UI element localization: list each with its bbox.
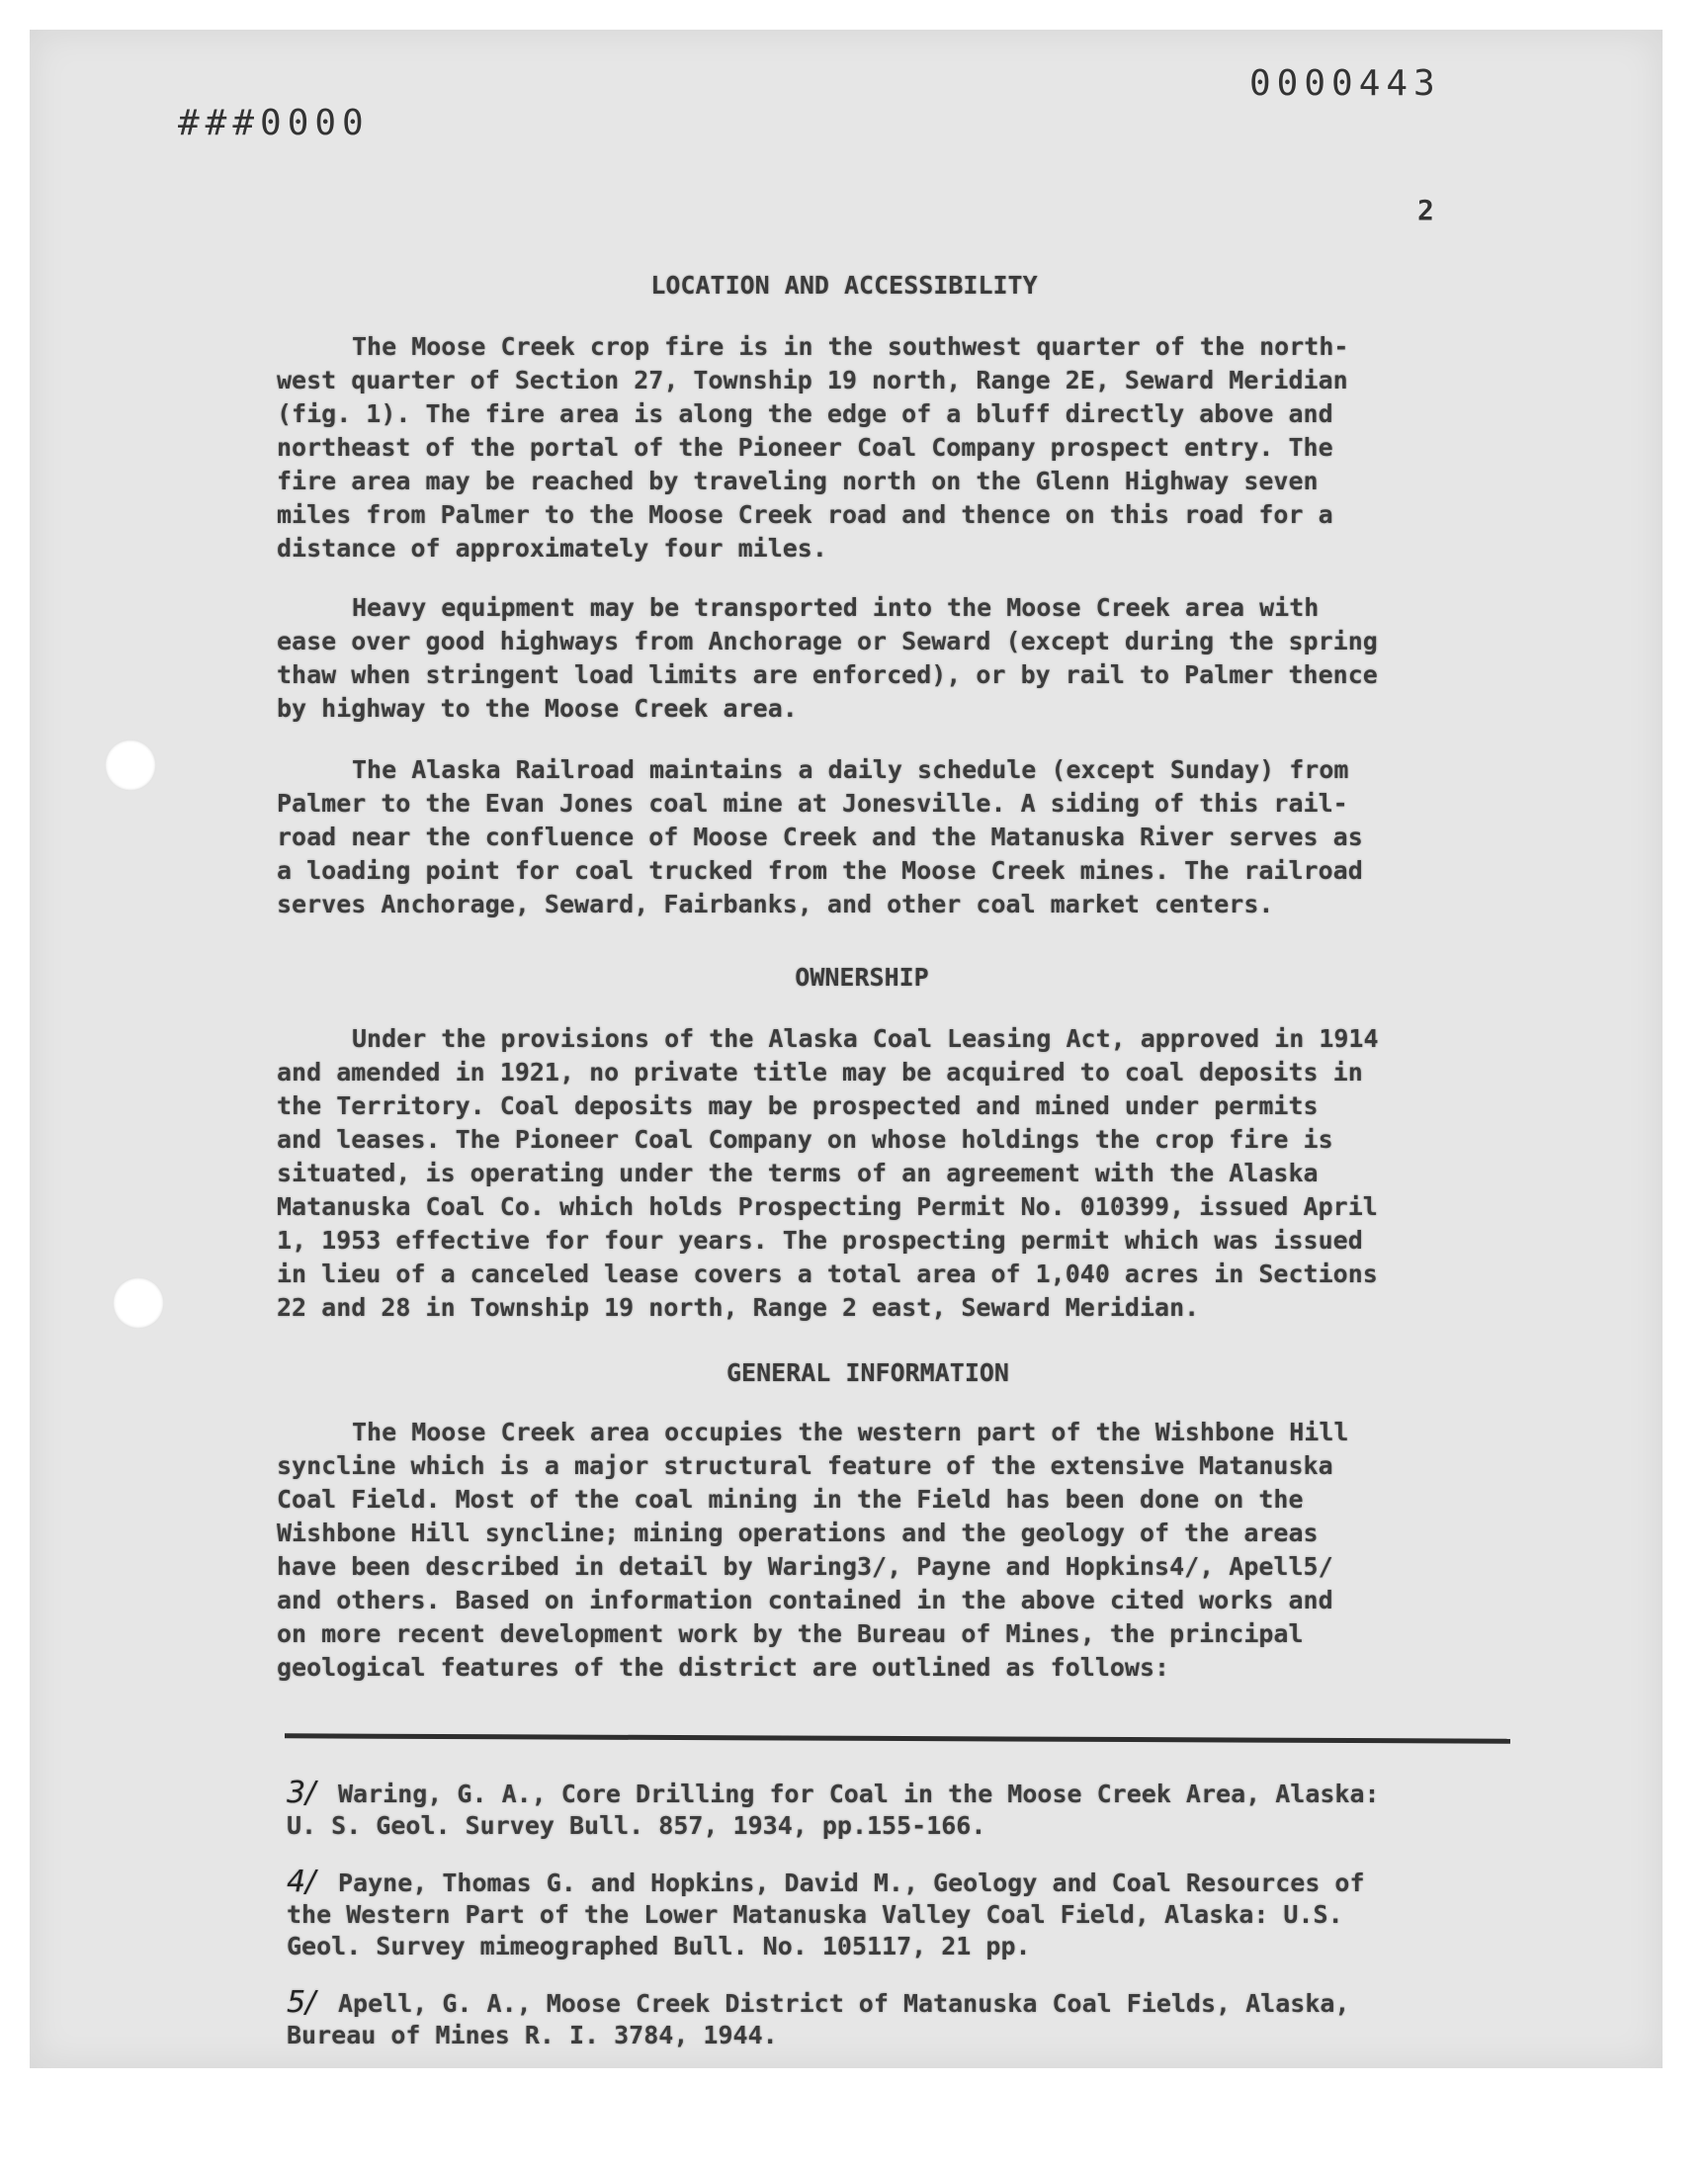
- section-heading-location: LOCATION AND ACCESSIBILITY: [650, 271, 1038, 300]
- footnote-marker: 5/: [287, 1985, 316, 2020]
- paragraph-general-information-1: The Moose Creek area occupies the western part of the Wishbone Hill syncline which is a major structural feature of the extensive Matanuska Coal Field. Most of the coal mining in the Field has been done on the Wishbone Hill syncline; mining operations and the geology of the areas have been described in detail by Waring3/, Payne and Hopkins4/, Apell5/ and others. Based on information contained in the above cited works and on more recent development work by the Bureau of Mines, the principal geological features of the district are outlined as follows:: [277, 1418, 1349, 1682]
- page-number: 2: [1417, 194, 1434, 226]
- paragraph-ownership-1: Under the provisions of the Alaska Coal Leasing Act, approved in 1914 and amended in 1921, no private title may be acquired to coal deposits in the Territory. Coal deposits may be prospected and mined under permits and leases. The Pioneer Coal Company on whose holdings the crop fire is situated, is operating under the terms of an agreement with the Alaska Matanuska Coal Co. which holds Prospecting Permit No. 010399, issued April 1, 1953 effective for four years. The prospecting permit which was issued in lieu of a canceled lease covers a total area of 1,040 acres in Sections 22 and 28 in Township 19 north, Range 2 east, Seward Meridian.: [277, 1024, 1379, 1322]
- stamp-left: ###0000: [178, 103, 370, 143]
- footnote-marker: 4/: [287, 1865, 316, 1899]
- punch-hole-top: [105, 740, 156, 791]
- page-bottom-margin: [0, 2068, 1708, 2175]
- footnote-text: Apell, G. A., Moose Creek District of Matanuska Coal Fields, Alaska, Bureau of Mines R. I. 3784, 1944.: [287, 1989, 1350, 2049]
- footnote-marker: 3/: [287, 1776, 316, 1810]
- paragraph-location-1: The Moose Creek crop fire is in the southwest quarter of the north- west quarter of Section 27, Township 19 north, Range 2E, Seward Meridian (fig. 1). The fire area is along the edge of a bluff directly above and northeast of the portal of the Pioneer Coal Company prospect entry. The fire area may be reached by traveling north on the Glenn Highway seven miles from Palmer to the Moose Creek road and thence on this road for a distance of approximately four miles.: [277, 332, 1349, 563]
- punch-hole-bottom: [113, 1277, 164, 1329]
- footnote-text: Payne, Thomas G. and Hopkins, David M., Geology and Coal Resources of the Western Part of the Lower Matanuska Valley Coal Field, Alaska: U.S. Geol. Survey mimeographed Bull. No. 105117, 21 pp.: [287, 1869, 1365, 1960]
- footnote-3: [287, 1778, 1522, 1842]
- footnote-4: [287, 1867, 1522, 1962]
- section-heading-ownership: OWNERSHIP: [795, 963, 929, 992]
- footnote-5: [287, 1987, 1522, 2051]
- paragraph-location-3: The Alaska Railroad maintains a daily schedule (except Sunday) from Palmer to the Evan Jones coal mine at Jonesville. A siding of this rail- road near the confluence of Moose Creek and the Matanuska River serves as a loading point for coal trucked from the Moose Creek mines. The railroad serves Anchorage, Seward, Fairbanks, and other coal market centers.: [277, 755, 1363, 918]
- section-heading-general-information: GENERAL INFORMATION: [726, 1358, 1009, 1387]
- stamp-right: 0000443: [1249, 63, 1441, 104]
- footnote-text: Waring, G. A., Core Drilling for Coal in the Moose Creek Area, Alaska: U. S. Geol. Survey Bull. 857, 1934, pp.155-166.: [287, 1780, 1380, 1840]
- paragraph-location-2: Heavy equipment may be transported into the Moose Creek area with ease over good highways from Anchorage or Seward (except during the spring thaw when stringent load limits are enforced), or by rail to Palmer thence by highway to the Moose Creek area.: [277, 593, 1378, 723]
